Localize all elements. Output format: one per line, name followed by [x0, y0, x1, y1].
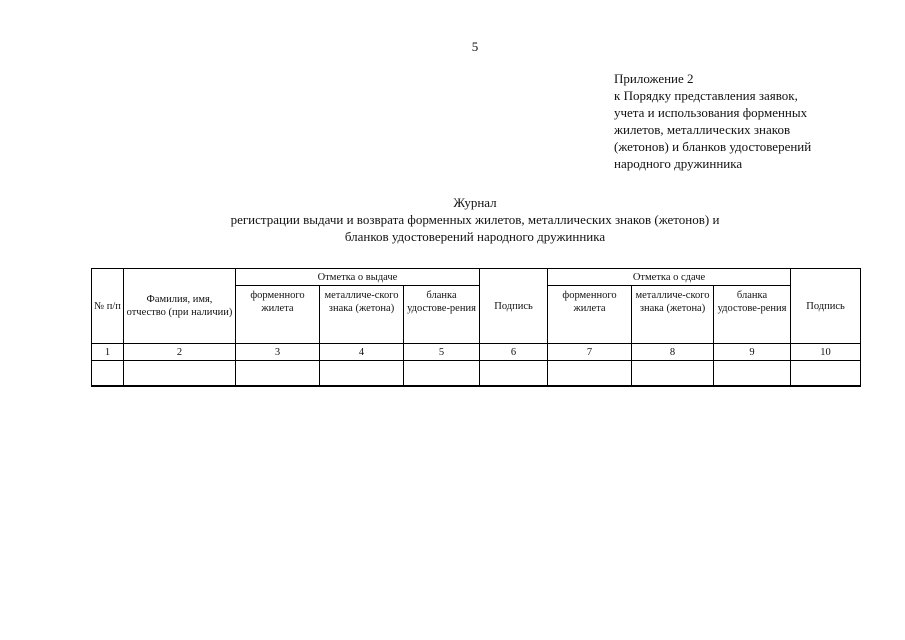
column-number: 3	[236, 344, 320, 361]
column-number: 7	[548, 344, 632, 361]
title-subheading-line: бланков удостоверений народного дружинника	[344, 229, 606, 244]
header-issue-group: Отметка о выдаче	[236, 269, 480, 286]
header-return-group: Отметка о сдаче	[548, 269, 791, 286]
header-name: Фамилия, имя, отчество (при наличии)	[124, 269, 236, 344]
table-cell	[548, 361, 632, 387]
column-number: 9	[714, 344, 791, 361]
table-cell	[236, 361, 320, 387]
header-return-blank: бланка удостове-рения	[714, 286, 791, 344]
page-number: 5	[471, 39, 479, 54]
table-cell	[124, 361, 236, 387]
appendix-line: к Порядку представления заявок,	[614, 88, 798, 103]
table-cell	[480, 361, 548, 387]
appendix-note	[614, 70, 811, 172]
appendix-line: (жетонов) и бланков удостоверений	[614, 139, 812, 154]
header-signature-return: Подпись	[791, 269, 861, 344]
title-subheading-line: регистрации выдачи и возврата форменных жилетов, металлических знаков (жетонов) и	[230, 212, 720, 227]
table-cell	[791, 361, 861, 387]
appendix-line: Приложение 2	[614, 71, 694, 86]
appendix-line: жилетов, металлических знаков	[614, 122, 791, 137]
appendix-line: народного дружинника	[614, 156, 743, 171]
table-cell	[632, 361, 714, 387]
journal-table	[91, 268, 861, 387]
column-number: 1	[92, 344, 124, 361]
column-number: 6	[480, 344, 548, 361]
header-issue-blank: бланка удостове-рения	[404, 286, 480, 344]
header-issue-badge: металличе-ского знака (жетона)	[320, 286, 404, 344]
title-heading: Журнал	[453, 195, 497, 210]
column-number-row	[92, 344, 861, 361]
table-cell	[404, 361, 480, 387]
header-return-badge: металличе-ского знака (жетона)	[632, 286, 714, 344]
table-cell	[92, 361, 124, 387]
document-title	[0, 194, 905, 245]
column-number: 4	[320, 344, 404, 361]
column-number: 5	[404, 344, 480, 361]
table-row	[92, 361, 861, 387]
column-number: 8	[632, 344, 714, 361]
table-cell	[320, 361, 404, 387]
appendix-line: учета и использования форменных	[614, 105, 808, 120]
column-number: 2	[124, 344, 236, 361]
header-signature-issue: Подпись	[480, 269, 548, 344]
header-return-vest: форменного жилета	[548, 286, 632, 344]
header-num: № п/п	[92, 269, 124, 344]
header-issue-vest: форменного жилета	[236, 286, 320, 344]
table-cell	[714, 361, 791, 387]
column-number: 10	[791, 344, 861, 361]
